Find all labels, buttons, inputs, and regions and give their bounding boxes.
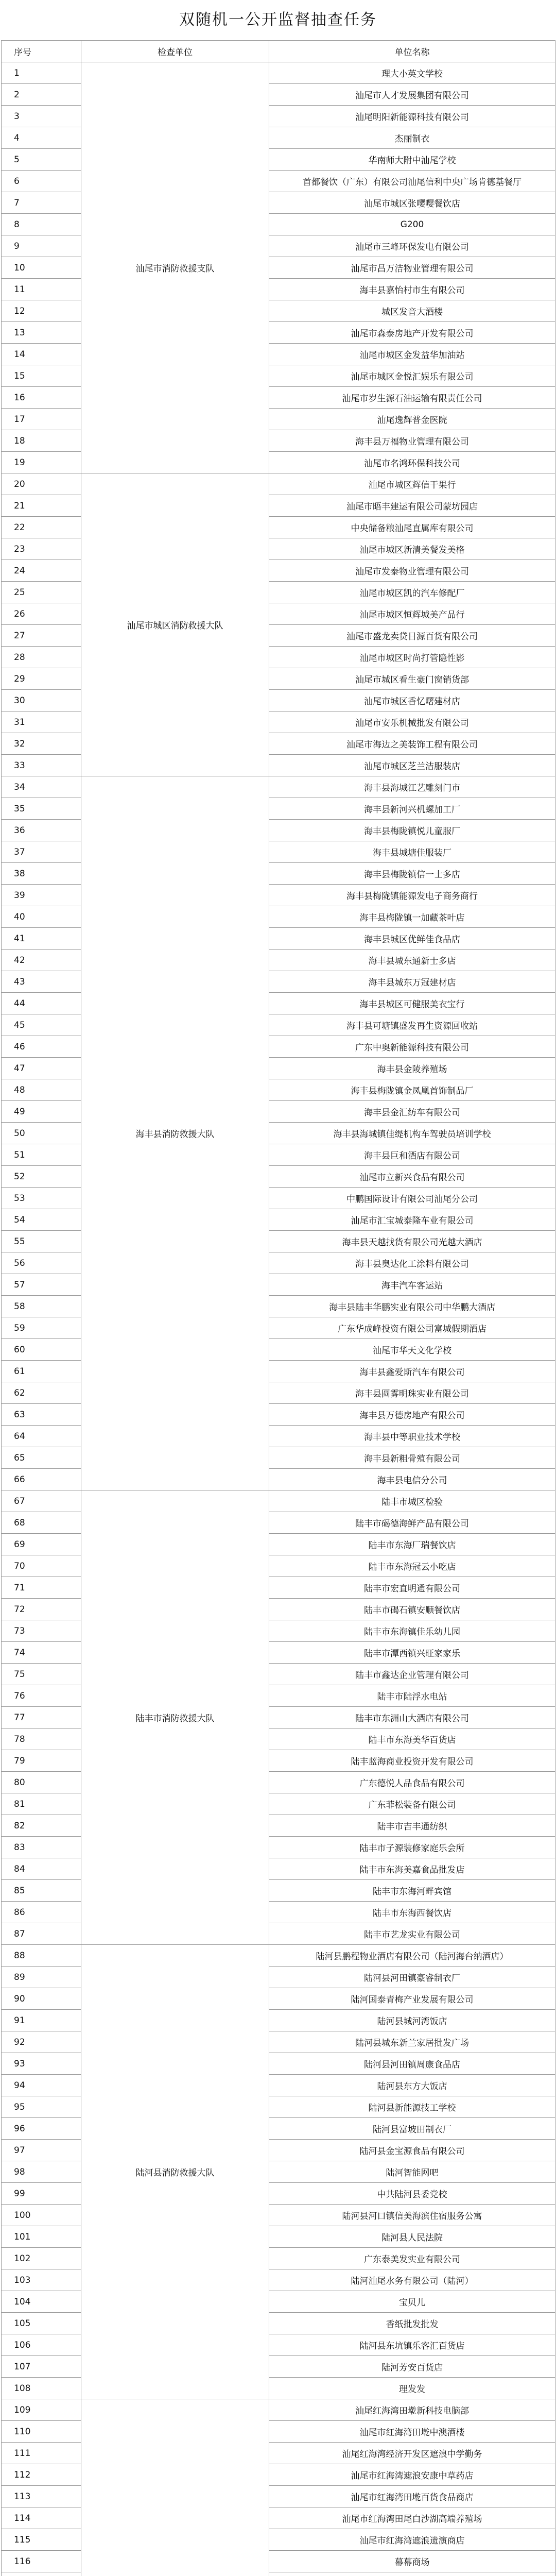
unit-name-cell: 海丰县金陵养殖场 [269, 1058, 555, 1079]
row-number: 95 [2, 2096, 81, 2118]
unit-name-cell: 汕尾市汇宝城泰隆车业有限公司 [269, 1209, 555, 1231]
unit-name-cell: 杰丽制衣 [269, 127, 555, 149]
unit-name-cell: 陆河智能网吧 [269, 2161, 555, 2183]
unit-name-cell: 陆河国泰青梅产业发展有限公司 [269, 1988, 555, 2010]
row-number: 17 [2, 409, 81, 430]
unit-name-cell: 汕尾市红海湾田尾白沙湖高端养殖场 [269, 2507, 555, 2529]
unit-name-cell: 汕尾市名鸿环保科技公司 [269, 452, 555, 473]
row-number: 110 [2, 2421, 81, 2443]
row-number: 102 [2, 2248, 81, 2269]
unit-name-cell: 陆丰市东海河畔宾馆 [269, 1880, 555, 1902]
row-number: 65 [2, 1447, 81, 1469]
row-number: 99 [2, 2183, 81, 2205]
unit-name-cell: 汕尾市三峰环保发电有限公司 [269, 235, 555, 257]
task-table-body [2, 62, 555, 2576]
unit-name-cell: 陆河县城河湾饭店 [269, 2010, 555, 2031]
row-number: 91 [2, 2010, 81, 2031]
unit-name-cell: 汕尾市立新兴食品有限公司 [269, 1166, 555, 1188]
row-number: 43 [2, 971, 81, 993]
row-number: 74 [2, 1642, 81, 1664]
unit-name-cell: 海丰县鑫爱斯汽车有限公司 [269, 1361, 555, 1382]
unit-name-cell: 广东华成峰投资有限公司富城假期酒店 [269, 1317, 555, 1339]
row-number: 22 [2, 517, 81, 538]
unit-name-cell: 汕尾市城区辉信干果行 [269, 473, 555, 495]
row-number: 66 [2, 1469, 81, 1490]
unit-name-cell: 汕尾市森泰房地产开发有限公司 [269, 322, 555, 344]
unit-name-cell: 陆丰市子源装修家庭乐会所 [269, 1837, 555, 1858]
page-title: 双随机一公开监督抽查任务 [179, 11, 377, 29]
unit-name-cell: 汕尾市城区恒辉城美产品行 [269, 603, 555, 625]
table-row [2, 2399, 555, 2421]
row-number: 36 [2, 820, 81, 841]
unit-name-cell: 汕尾市城区张嘤嘤餐饮店 [269, 192, 555, 214]
unit-name-cell: 陆丰市东洲山大酒店有限公司 [269, 1707, 555, 1728]
unit-name-cell: 香纸批发批发 [269, 2313, 555, 2334]
table-row [2, 776, 555, 798]
row-number: 55 [2, 1231, 81, 1252]
row-number: 52 [2, 1166, 81, 1188]
unit-name-cell: 陆丰市东海镇佳乐幼儿园 [269, 1620, 555, 1642]
row-number: 63 [2, 1404, 81, 1426]
unit-name-cell: 陆丰市东海美嘉食品批发店 [269, 1858, 555, 1880]
row-number: 49 [2, 1101, 81, 1123]
header-inspection-unit: 检查单位 [81, 41, 269, 62]
header-index: 序号 [2, 41, 81, 62]
unit-name-cell: 汕尾明阳新能源科技有限公司 [269, 106, 555, 127]
unit-name-cell: 陆丰市陆浮水电站 [269, 1685, 555, 1707]
row-number: 83 [2, 1837, 81, 1858]
header-unit-name: 单位名称 [269, 41, 555, 62]
inspection-unit-cell: 汕尾市消防救援支队 [81, 62, 269, 473]
row-number: 59 [2, 1317, 81, 1339]
row-number: 9 [2, 235, 81, 257]
unit-name-cell: 汕尾市城区看生豪门窗销货部 [269, 668, 555, 690]
unit-name-cell: 中共陆河县委党校 [269, 2183, 555, 2205]
inspection-unit-cell [81, 2399, 269, 2576]
unit-name-cell: 首都餐饮（广东）有限公司汕尾信利中央广场肯德基餐厅 [269, 171, 555, 192]
unit-name-cell: 中鹏国际设计有限公司汕尾分公司 [269, 1188, 555, 1209]
row-number: 69 [2, 1534, 81, 1555]
unit-name-cell: 海丰县梅陇镇能源发电子商务商行 [269, 885, 555, 906]
unit-name-cell: 汕尾市华天文化学校 [269, 1339, 555, 1361]
unit-name-cell: 陆河县新能源技工学校 [269, 2096, 555, 2118]
inspection-unit-cell: 汕尾市城区消防救援大队 [81, 473, 269, 776]
row-number: 75 [2, 1664, 81, 1685]
unit-name-cell: 汕尾市城区新清美餐发美格 [269, 538, 555, 560]
row-number: 107 [2, 2356, 81, 2378]
header-row [2, 41, 555, 62]
row-number: 27 [2, 625, 81, 647]
row-number: 25 [2, 582, 81, 603]
unit-name-cell: 海丰县新粗骨殖有限公司 [269, 1447, 555, 1469]
row-number: 100 [2, 2205, 81, 2226]
unit-name-cell: 陆丰市城区检验 [269, 1490, 555, 1512]
row-number: 51 [2, 1144, 81, 1166]
row-number: 34 [2, 776, 81, 798]
unit-name-cell: 陆丰市潭西镇兴旺家家乐 [269, 1642, 555, 1664]
unit-name-cell: 陆河县河口镇信美海滨住宿服务公寓 [269, 2205, 555, 2226]
row-number: 67 [2, 1490, 81, 1512]
row-number: 80 [2, 1772, 81, 1793]
row-number: 26 [2, 603, 81, 625]
row-number: 5 [2, 149, 81, 171]
row-number: 94 [2, 2075, 81, 2096]
unit-name-cell: 汕尾市城区金发益华加油站 [269, 344, 555, 365]
unit-name-cell: 城区发音大酒楼 [269, 300, 555, 322]
row-number: 57 [2, 1274, 81, 1296]
unit-name-cell: 海丰县新河兴机螺加工厂 [269, 798, 555, 820]
row-number: 42 [2, 950, 81, 971]
unit-name-cell: 陆丰市东海冠云小吃店 [269, 1555, 555, 1577]
unit-name-cell: 海丰县海城镇佳缇机构车驾驶员培训学校 [269, 1123, 555, 1144]
unit-name-cell: 汕尾逸辉普金医院 [269, 409, 555, 430]
unit-name-cell: 汕尾市人才发展集团有限公司 [269, 84, 555, 106]
row-number: 81 [2, 1793, 81, 1815]
row-number: 30 [2, 690, 81, 711]
row-number: 4 [2, 127, 81, 149]
inspection-unit-cell: 陆河县消防救援大队 [81, 1945, 269, 2399]
row-number: 68 [2, 1512, 81, 1534]
row-number: 61 [2, 1361, 81, 1382]
row-number: 10 [2, 257, 81, 279]
row-number: 58 [2, 1296, 81, 1317]
row-number: 2 [2, 84, 81, 106]
unit-name-cell: 陆丰市鑫达企业管理有限公司 [269, 1664, 555, 1685]
row-number: 54 [2, 1209, 81, 1231]
row-number: 93 [2, 2053, 81, 2075]
unit-name-cell: 汕尾市城区香忆曙建材店 [269, 690, 555, 711]
row-number: 21 [2, 495, 81, 517]
row-number: 109 [2, 2399, 81, 2421]
unit-name-cell: 汕尾市红海湾田墘百货食品商店 [269, 2486, 555, 2507]
unit-name-cell: 汕尾市安乐机械批发有限公司 [269, 711, 555, 733]
row-number: 7 [2, 192, 81, 214]
row-number: 72 [2, 1599, 81, 1620]
row-number: 24 [2, 560, 81, 582]
row-number: 77 [2, 1707, 81, 1728]
inspection-unit-cell: 海丰县消防救援大队 [81, 776, 269, 1490]
unit-name-cell: 海丰县梅陇镇一加藏茶叶店 [269, 906, 555, 928]
row-number: 89 [2, 1967, 81, 1988]
row-number: 12 [2, 300, 81, 322]
row-number: 86 [2, 1902, 81, 1923]
row-number: 56 [2, 1252, 81, 1274]
row-number: 16 [2, 387, 81, 409]
unit-name-cell: 理大小英文学校 [269, 62, 555, 84]
unit-name-cell: 海丰县城东通新士多店 [269, 950, 555, 971]
unit-name-cell: 宝贝儿 [269, 2291, 555, 2313]
unit-name-cell: 陆丰市碣德海鲜产品有限公司 [269, 1512, 555, 1534]
unit-name-cell: 汕尾市岁生源石油运输有限责任公司 [269, 387, 555, 409]
unit-name-cell [269, 2572, 555, 2576]
row-number: 32 [2, 733, 81, 755]
row-number: 105 [2, 2313, 81, 2334]
row-number: 6 [2, 171, 81, 192]
unit-name-cell: 陆丰市东海美华百货店 [269, 1728, 555, 1750]
unit-name-cell: 广东菲松装备有限公司 [269, 1793, 555, 1815]
unit-name-cell: 陆丰市东海西餐饮店 [269, 1902, 555, 1923]
row-number: 60 [2, 1339, 81, 1361]
row-number: 13 [2, 322, 81, 344]
unit-name-cell: 汕尾市城区金悦汇娱乐有限公司 [269, 365, 555, 387]
unit-name-cell: 汕尾市城区凯的汽车修配厂 [269, 582, 555, 603]
unit-name-cell: G200 [269, 214, 555, 235]
row-number: 114 [2, 2507, 81, 2529]
unit-name-cell: 陆河县人民法院 [269, 2226, 555, 2248]
row-number: 84 [2, 1858, 81, 1880]
unit-name-cell: 汕尾市海边之美装饰工程有限公司 [269, 733, 555, 755]
unit-name-cell: 陆河县河田镇豪睿制衣厂 [269, 1967, 555, 1988]
row-number: 11 [2, 279, 81, 300]
row-number: 79 [2, 1750, 81, 1772]
unit-name-cell: 汕尾市发泰物业管理有限公司 [269, 560, 555, 582]
unit-name-cell: 广东泰美发实业有限公司 [269, 2248, 555, 2269]
row-number: 18 [2, 430, 81, 452]
unit-name-cell: 海丰县万德房地产有限公司 [269, 1404, 555, 1426]
unit-name-cell: 海丰县嘉怡村市生有限公司 [269, 279, 555, 300]
unit-name-cell: 理发发 [269, 2378, 555, 2399]
unit-name-cell: 海丰县奥达化工涂料有限公司 [269, 1252, 555, 1274]
unit-name-cell: 海丰县巨和酒店有限公司 [269, 1144, 555, 1166]
unit-name-cell: 海丰县梅陇镇信一士多店 [269, 863, 555, 885]
unit-name-cell: 陆丰市东海厂瑞餐饮店 [269, 1534, 555, 1555]
unit-name-cell: 海丰县城区可健服美衣宝行 [269, 993, 555, 1014]
row-number: 23 [2, 538, 81, 560]
unit-name-cell: 陆河县富坡田制衣厂 [269, 2118, 555, 2140]
unit-name-cell: 广东中奥新能源科技有限公司 [269, 1036, 555, 1058]
row-number: 47 [2, 1058, 81, 1079]
unit-name-cell: 汕尾市盛龙卖贷日源百货有限公司 [269, 625, 555, 647]
unit-name-cell: 陆丰市宏直明通有限公司 [269, 1577, 555, 1599]
row-number: 104 [2, 2291, 81, 2313]
unit-name-cell: 汕尾红海湾田墘新科技电脑部 [269, 2399, 555, 2421]
row-number: 8 [2, 214, 81, 235]
row-number: 103 [2, 2269, 81, 2291]
task-table [1, 40, 555, 2576]
row-number: 112 [2, 2464, 81, 2486]
inspection-unit-cell: 陆丰市消防救援大队 [81, 1490, 269, 1945]
row-number: 19 [2, 452, 81, 473]
row-number: 106 [2, 2334, 81, 2356]
unit-name-cell: 汕尾市城区时尚打管隐性影 [269, 647, 555, 668]
unit-name-cell: 华南师大附中汕尾学校 [269, 149, 555, 171]
row-number: 92 [2, 2031, 81, 2053]
row-number: 71 [2, 1577, 81, 1599]
unit-name-cell: 汕尾市城区芝兰洁服装店 [269, 755, 555, 776]
row-number: 62 [2, 1382, 81, 1404]
unit-name-cell: 陆河县鹏程物业酒店有限公司（陆河海台纳酒店） [269, 1945, 555, 1967]
row-number: 78 [2, 1728, 81, 1750]
row-number: 20 [2, 473, 81, 495]
row-number: 85 [2, 1880, 81, 1902]
row-number: 3 [2, 106, 81, 127]
unit-name-cell: 汕尾市昌万洁物业管理有限公司 [269, 257, 555, 279]
unit-name-cell: 海丰县海城江艺雕刻门市 [269, 776, 555, 798]
unit-name-cell: 海丰县城东万冠建材店 [269, 971, 555, 993]
row-number: 113 [2, 2486, 81, 2507]
row-number: 45 [2, 1014, 81, 1036]
row-number: 82 [2, 1815, 81, 1837]
row-number [2, 2572, 81, 2576]
row-number: 108 [2, 2378, 81, 2399]
row-number: 98 [2, 2161, 81, 2183]
row-number: 116 [2, 2551, 81, 2572]
unit-name-cell: 海丰县金汇纺车有限公司 [269, 1101, 555, 1123]
unit-name-cell: 广东德悦人品食品有限公司 [269, 1772, 555, 1793]
unit-name-cell: 海丰县梅陇镇金凤凰首饰制品厂 [269, 1079, 555, 1101]
row-number: 53 [2, 1188, 81, 1209]
unit-name-cell: 汕尾市红海湾遮浪遗演商店 [269, 2529, 555, 2551]
row-number: 31 [2, 711, 81, 733]
table-row [2, 473, 555, 495]
unit-name-cell: 海丰县梅陇镇悦儿童服厂 [269, 820, 555, 841]
row-number: 88 [2, 1945, 81, 1967]
unit-name-cell: 幕幕商场 [269, 2551, 555, 2572]
row-number: 97 [2, 2140, 81, 2161]
table-row [2, 1490, 555, 1512]
unit-name-cell: 海丰县城区优鲜佳食品店 [269, 928, 555, 950]
unit-name-cell: 海丰县城塘佳服装厂 [269, 841, 555, 863]
unit-name-cell: 海丰县万福物业管理有限公司 [269, 430, 555, 452]
row-number: 38 [2, 863, 81, 885]
unit-name-cell: 汕尾红海湾经济开发区遮浪中学勤务 [269, 2443, 555, 2464]
row-number: 96 [2, 2118, 81, 2140]
row-number: 37 [2, 841, 81, 863]
unit-name-cell: 海丰汽车客运站 [269, 1274, 555, 1296]
unit-name-cell: 海丰县电信分公司 [269, 1469, 555, 1490]
table-header [2, 41, 555, 62]
unit-name-cell: 陆河芳安百货店 [269, 2356, 555, 2378]
row-number: 64 [2, 1426, 81, 1447]
row-number: 44 [2, 993, 81, 1014]
row-number: 14 [2, 344, 81, 365]
unit-name-cell: 陆河县河田镇周康食品店 [269, 2053, 555, 2075]
row-number: 115 [2, 2529, 81, 2551]
row-number: 33 [2, 755, 81, 776]
unit-name-cell: 陆河县东坑镇乐客汇百货店 [269, 2334, 555, 2356]
row-number: 1 [2, 62, 81, 84]
unit-name-cell: 海丰县天越找货有限公司光越大酒店 [269, 1231, 555, 1252]
unit-name-cell: 陆丰市吉丰通纺织 [269, 1815, 555, 1837]
row-number: 40 [2, 906, 81, 928]
row-number: 111 [2, 2443, 81, 2464]
row-number: 35 [2, 798, 81, 820]
unit-name-cell: 陆丰市碣石镇安顺餐饮店 [269, 1599, 555, 1620]
row-number: 48 [2, 1079, 81, 1101]
row-number: 50 [2, 1123, 81, 1144]
row-number: 15 [2, 365, 81, 387]
row-number: 70 [2, 1555, 81, 1577]
unit-name-cell: 陆丰蓝海商业投资开发有限公司 [269, 1750, 555, 1772]
row-number: 28 [2, 647, 81, 668]
row-number: 46 [2, 1036, 81, 1058]
unit-name-cell: 汕尾市红海湾遮浪安康中草药店 [269, 2464, 555, 2486]
row-number: 41 [2, 928, 81, 950]
unit-name-cell: 海丰县圆雾明珠实业有限公司 [269, 1382, 555, 1404]
unit-name-cell: 陆丰市艺龙实业有限公司 [269, 1923, 555, 1945]
row-number: 73 [2, 1620, 81, 1642]
row-number: 90 [2, 1988, 81, 2010]
unit-name-cell: 汕尾市晤丰建运有限公司蒙坊园店 [269, 495, 555, 517]
unit-name-cell: 汕尾市红海湾田墘中澳酒楼 [269, 2421, 555, 2443]
row-number: 29 [2, 668, 81, 690]
unit-name-cell: 陆河县城东新兰家居批发广场 [269, 2031, 555, 2053]
table-row [2, 1945, 555, 1967]
row-number: 87 [2, 1923, 81, 1945]
unit-name-cell: 陆河县东方大饭店 [269, 2075, 555, 2096]
unit-name-cell: 海丰县可塘镇盛发再生资源回收站 [269, 1014, 555, 1036]
unit-name-cell: 陆河县金宝源食品有限公司 [269, 2140, 555, 2161]
row-number: 76 [2, 1685, 81, 1707]
table-row [2, 62, 555, 84]
row-number: 39 [2, 885, 81, 906]
unit-name-cell: 陆河汕尾水务有限公司（陆河） [269, 2269, 555, 2291]
unit-name-cell: 海丰县中等职业技术学校 [269, 1426, 555, 1447]
unit-name-cell: 中央储备粮汕尾直属库有限公司 [269, 517, 555, 538]
row-number: 101 [2, 2226, 81, 2248]
unit-name-cell: 海丰县陆丰华鹏实业有限公司中华鹏大酒店 [269, 1296, 555, 1317]
